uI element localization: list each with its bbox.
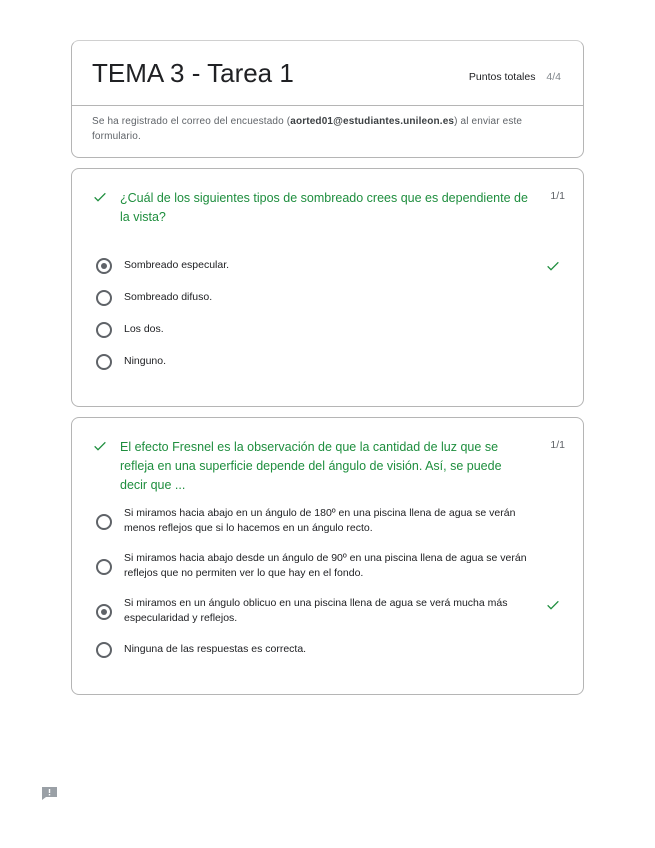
checkmark-icon [92,438,108,454]
question-card-2 [71,417,584,695]
notice-text-before: Se ha registrado el correo del encuestado ( [92,116,291,127]
option-label: Ninguno. [124,355,167,367]
option-label: Si miramos en un ángulo oblicuo en una piscina llena de agua se verá mucha más especularidad y reflejos. [124,597,508,624]
radio-button[interactable] [96,290,112,306]
option-label: Sombreado difuso. [124,291,213,303]
radio-button[interactable] [96,322,112,338]
report-feedback-icon[interactable] [41,786,58,801]
question-text: El efecto Fresnel es la observación de que la cantidad de luz que se refleja en una superficie depende del ángulo de visión. Así, se puede decir que ... [120,440,502,492]
checkmark-icon [545,258,561,274]
radio-button[interactable] [96,559,112,575]
question-text: ¿Cuál de los siguientes tipos de sombreado crees que es dependiente de la vista? [120,191,528,224]
checkmark-icon [92,189,108,205]
question-points: 1/1 [550,439,565,451]
checkmark-icon [545,597,561,613]
radio-button-selected[interactable] [96,604,112,620]
option-label: Sombreado especular. [124,259,230,271]
radio-button[interactable] [96,354,112,370]
form-title: TEMA 3 - Tarea 1 [92,58,294,88]
respondent-email: aorted01@estudiantes.unileon.es [290,116,455,127]
total-score-label: Puntos totales [468,71,536,83]
radio-button[interactable] [96,642,112,658]
option-label: Los dos. [124,323,164,335]
email-recorded-notice [92,114,567,144]
notice-text-after: ) al enviar este formulario. [92,116,523,142]
question-card-1 [71,168,584,407]
radio-button-selected[interactable] [96,258,112,274]
total-score-value: 4/4 [546,71,561,83]
header-divider [72,105,583,106]
total-score [469,71,561,83]
form-header-card [71,40,584,158]
option-label: Si miramos hacia abajo en un ángulo de 180º en una piscina llena de agua se verán menos reflejos que si lo hacemos en un ángulo recto. [124,507,516,534]
option-label: Si miramos hacia abajo desde un ángulo de 90º en una piscina llena de agua se verán reflejos que no permiten ver lo que hay en el fondo. [124,552,527,579]
question-points: 1/1 [550,190,565,202]
radio-button[interactable] [96,514,112,530]
option-label: Ninguna de las respuestas es correcta. [124,643,307,655]
